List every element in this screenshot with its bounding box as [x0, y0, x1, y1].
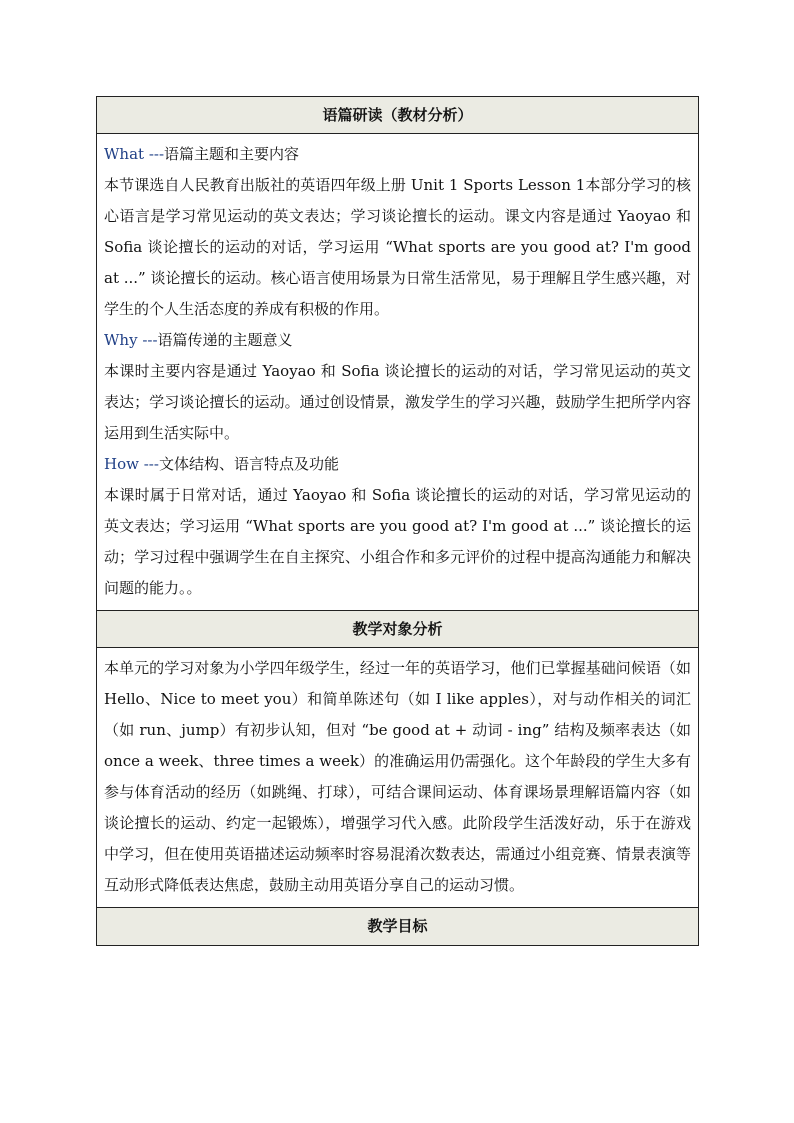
what-heading-label: What ---: [104, 145, 165, 163]
how-heading-label: How ---: [104, 455, 159, 473]
learners-header: 教学对象分析: [97, 611, 698, 648]
how-heading-text: 文体结构、语言特点及功能: [158, 455, 339, 473]
how-heading: [104, 449, 691, 480]
analysis-header: 语篇研读（教材分析）: [97, 97, 698, 134]
why-heading: [104, 325, 691, 356]
why-paragraph: 本课时主要内容是通过 Yaoyao 和 Sofia 谈论擅长的运动的对话，学习常见运动的英文表达；学习谈论擅长的运动。通过创设情景，激发学生的学习兴趣，鼓励学生把所学内容运用到生活实际中。: [104, 362, 691, 442]
learners-paragraph: 本单元的学习对象为小学四年级学生，经过一年的英语学习，他们已掌握基础问候语（如 Hello、Nice to meet you）和简单陈述句（如 I like apples），对与动作相关的词汇（如 run、jump）有初步认知，但对 “be good at + 动词 - ing” 结构及频率表达（如 once a week、three times a week）的准确运用仍需强化。这个年龄段的学生大多有参与体育活动的经历（如跳绳、打球），可结合课间运动、体育课场景理解语篇内容（如谈论擅长的运动、约定一起锻炼），增强学习代入感。此阶段学生活泼好动，乐于在游戏中学习，但在使用英语描述运动频率时容易混淆次数表达，需通过小组竞赛、情景表演等互动形式降低表达焦虑，鼓励主动用英语分享自己的运动习惯。: [104, 659, 691, 894]
what-heading-text: 语篇主题和主要内容: [164, 145, 300, 163]
objectives-header: 教学目标: [97, 908, 698, 945]
what-heading: [104, 139, 691, 170]
lesson-plan-table: [96, 96, 699, 946]
why-heading-label: Why ---: [104, 331, 158, 349]
learners-cell: [97, 648, 698, 908]
how-paragraph: 本课时属于日常对话，通过 Yaoyao 和 Sofia 谈论擅长的运动的对话，学习常见运动的英文表达；学习运用 “What sports are you good at? I'm good at ...” 谈论擅长的运动；学习过程中强调学生在自主探究、小组合作和多元评价的过程中提高沟通能力和解决问题的能力。。: [104, 486, 691, 597]
what-paragraph: 本节课选自人民教育出版社的英语四年级上册 Unit 1 Sports Lesson 1本部分学习的核心语言是学习常见运动的英文表达；学习谈论擅长的运动。课文内容是通过 Yaoyao 和 Sofia 谈论擅长的运动的对话，学习运用 “What sports are you good at? I'm good at ...” 谈论擅长的运动。核心语言使用场景为日常生活常见，易于理解且学生感兴趣，对学生的个人生活态度的养成有积极的作用。: [104, 176, 691, 318]
analysis-cell: [97, 134, 698, 611]
why-heading-text: 语篇传递的主题意义: [157, 331, 293, 349]
